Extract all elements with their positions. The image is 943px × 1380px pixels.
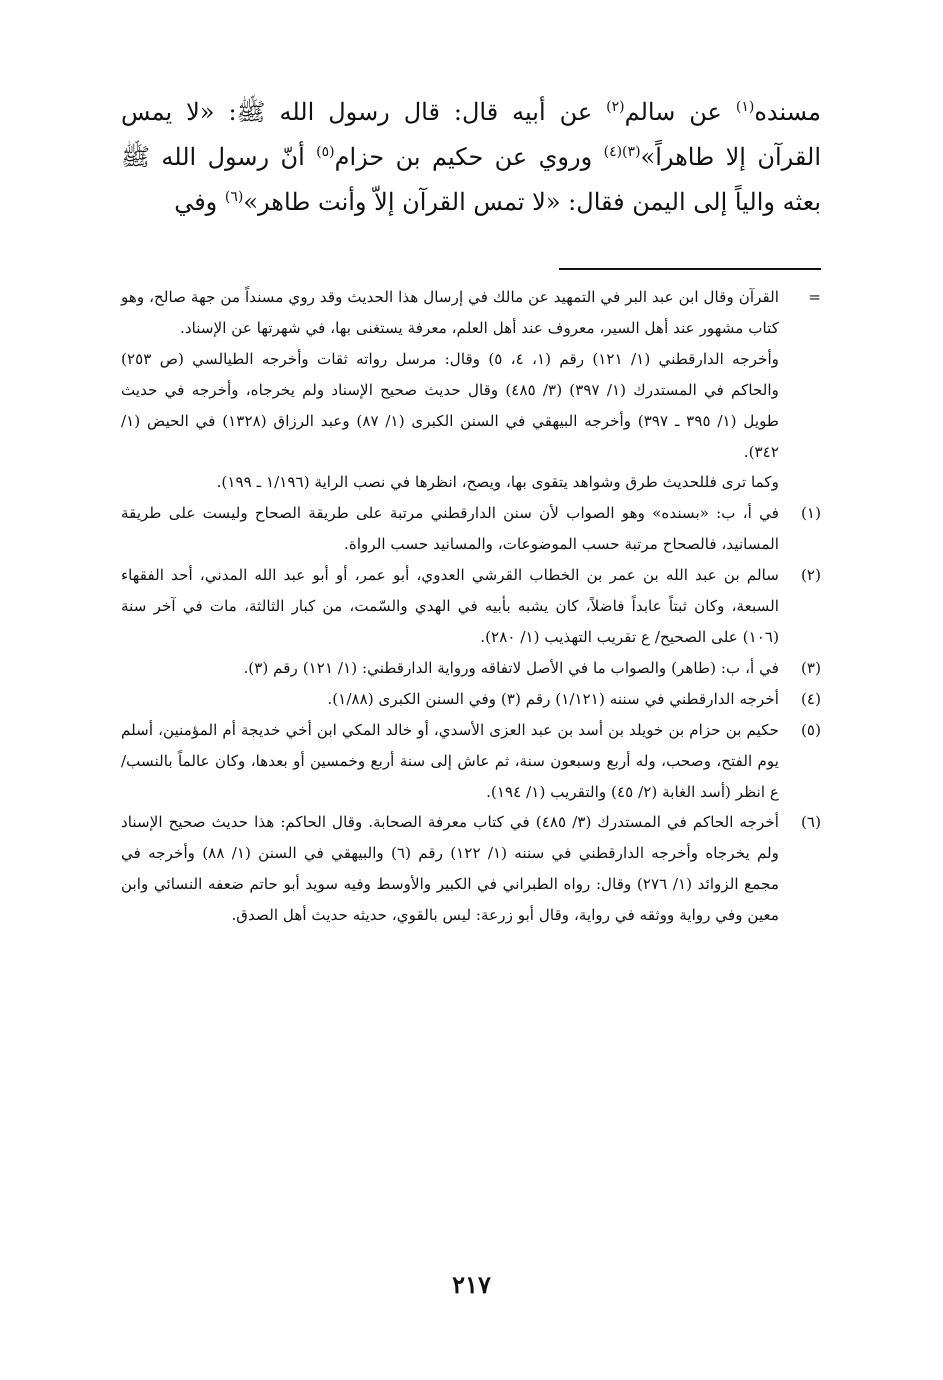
main-text-segment: وفي [174, 188, 225, 216]
footnote-text: أخرجه الحاكم في المستدرك (٣/ ٤٨٥) في كتاب معرفة الصحابة. وقال الحاكم: هذا حديث صحيح الإسناد ولم يخرجاه وأخرجه الدارقطني في سننه (١/ ١٢٢) رقم (٦) والبيهقي في السنن (١/ ٨٨) وأخرجه في مجمع الزوائد (١/ ٢٧٦) وقال: رواه الطبراني في الكبير والأوسط وفيه سويد أبو حاتم ضعفه النسائي وابن معين وفي رواية ووثقه في رواية، وقال أبو زرعة: ليس بالقوي، حديثه حديث أهل الصدق. [121, 813, 780, 925]
footnote-separator [559, 268, 821, 270]
footnote-text: سالم بن عبد الله بن عمر بن الخطاب القرشي العدوي، أبو عمر، أو أبو عبد الله المدني، أحد الفقهاء السبعة، وكان ثبتاً عابداً فاضلاً، كان يشبه بأبيه في الهدي والسّمت، من كبار الثالثة، مات في آخر سنة (١٠٦) على الصحيح/ ع تقريب التهذيب (١/ ٢٨٠). [121, 566, 779, 646]
footnote-ref-1: (١) [735, 99, 755, 115]
footnote-text: في أ، ب: (طاهر) والصواب ما في الأصل لاتفاقه ورواية الدارقطني: (١/ ١٢١) رقم (٣). [243, 658, 779, 677]
continuation-marker: = [808, 288, 821, 306]
footnote-number: (٤) [800, 689, 821, 708]
footnote-number: (٥) [800, 720, 821, 739]
main-text-segment: وروي عن حكيم بن حزام [334, 143, 604, 171]
footnote-2 [121, 560, 821, 653]
footnote-text: حكيم بن حزام بن خويلد بن أسد بن عبد العزى الأسدي، أو خالد المكي ابن أخي خديجة أم المؤمنين، أسلم يوم الفتح، وصحب، وله أربع وسبعون سنة، ثم عاش إلى سنة أربع وخمسين أو بعدها، وكان عالماً بالنسب/ ع انظر (أسد الغابة (٢/ ٤٥) والتقريب (١/ ١٩٤). [121, 720, 779, 801]
footnotes-section [121, 282, 821, 931]
footnote-3 [121, 653, 821, 684]
main-paragraph [121, 90, 821, 225]
footnote-number: (١) [800, 504, 821, 523]
footnote-4 [121, 684, 821, 715]
footnote-text: في أ، ب: «بسنده» وهو الصواب لأن سنن الدارقطني مرتبة على طريقة الصحاح وليست على طريقة المسانيد، فالصحاح مرتبة حسب الموضوعات، والمسانيد حسب الرواة. [121, 504, 779, 554]
footnote-6 [121, 807, 821, 931]
footnote-ref-5: (٥) [316, 144, 335, 160]
footnote-ref-6: (٦) [224, 189, 244, 205]
page-number: ٢١٧ [452, 1270, 491, 1299]
main-text-segment: أنّ رسول الله ﷺ بعثه والياً إلى اليمن فقال: «لا تمس القرآن إلاّ وأنت طاهر» [121, 143, 821, 216]
footnote-5 [121, 715, 821, 808]
main-text-segment: عن أبيه قال: قال رسول الله ﷺ: «لا يمس القرآن إلا طاهراً» [121, 98, 821, 171]
footnote-number: (٢) [800, 566, 821, 585]
footnote-text: أخرجه الدارقطني في سننه (١/١٢١) رقم (٣) وفي السنن الكبرى (١/٨٨). [327, 689, 779, 708]
continued-footnote [121, 282, 821, 498]
footnote-paragraph: القرآن وقال ابن عبد البر في التمهيد عن مالك في إرسال هذا الحديث وقد روي مسنداً من جهة صالح، وهو كتاب مشهور عند أهل السير، معروف عند أهل العلم، معرفة يستغنى بها، في شهرتها عن الإسناد. [121, 288, 779, 337]
main-text-segment: مسنده [754, 98, 821, 126]
footnote-ref-2: (٢) [606, 99, 625, 115]
footnote-paragraph: وكما ترى فللحديث طرق وشواهد يتقوى بها، ويصح، انظرها في نصب الراية (١/١٩٦ ـ ١٩٩). [216, 473, 779, 492]
footnote-number: (٣) [800, 658, 821, 677]
main-text-segment: عن سالم [624, 98, 736, 126]
main-text-block [121, 90, 821, 225]
footnote-ref-3-4: (٣)(٤) [603, 144, 641, 160]
footnote-number: (٦) [800, 813, 821, 832]
footnote-paragraph: وأخرجه الدارقطني (١/ ١٢١) رقم (١، ٤، ٥) وقال: مرسل رواته ثقات وأخرجه الطيالسي (ص ٢٥٣) والحاكم في المستدرك (١/ ٣٩٧) (٣/ ٤٨٥) وقال حديث صحيح الإسناد ولم يخرجاه، وأخرجه في حديث طويل (١/ ٣٩٥ ـ ٣٩٧) وأخرجه البيهقي في السنن الكبرى (١/ ٨٧) وعبد الرزاق (١٣٢٨) في الحيض (١/ ٣٤٢). [121, 349, 779, 461]
footnote-1 [121, 498, 821, 560]
